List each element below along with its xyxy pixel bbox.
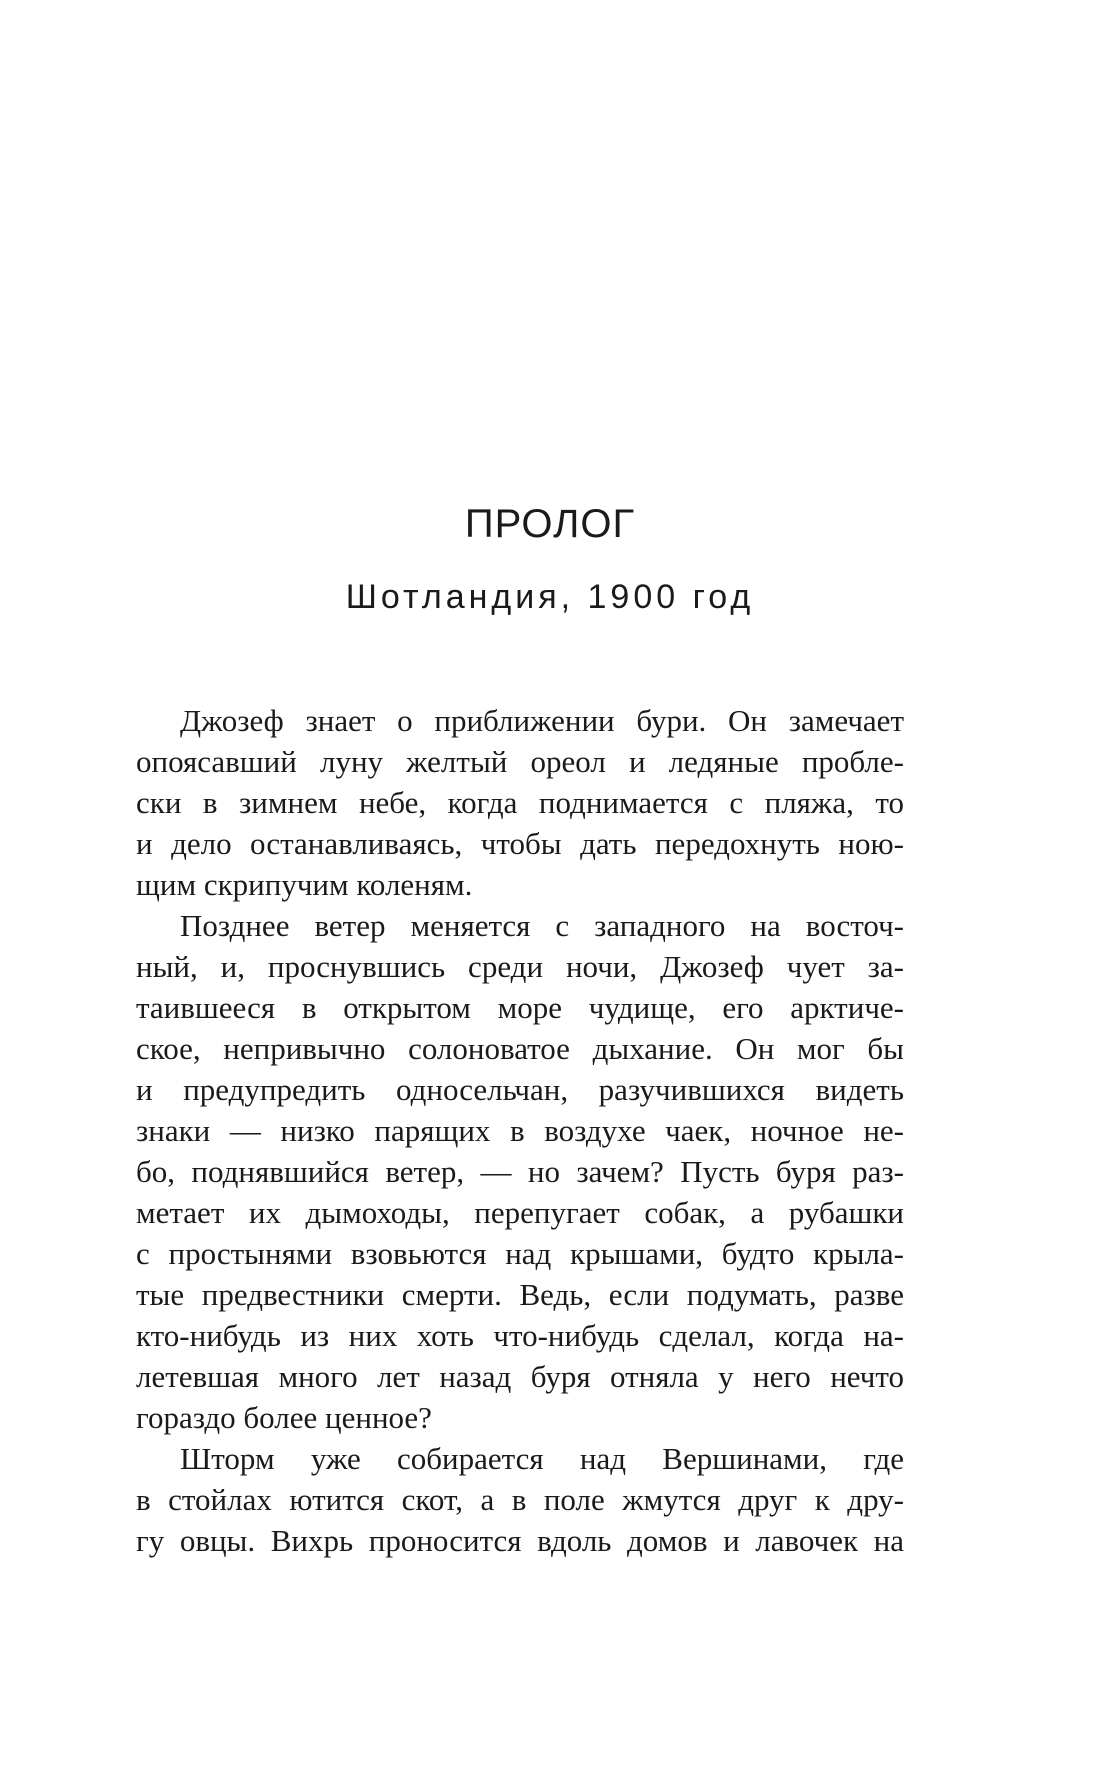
text-line: и дело останавливаясь, чтобы дать передохнуть ною- (136, 826, 904, 861)
text-line: гораздо более ценное? (136, 1400, 432, 1435)
text-line: метает их дымоходы, перепугает собак, а рубашки (136, 1195, 904, 1230)
text-line: ный, и, проснувшись среди ночи, Джозеф чует за- (136, 949, 904, 984)
text-line: Шторм уже собирается над Вершинами, где (180, 1441, 904, 1476)
text-line: с простынями взовьются над крышами, будто крыла- (136, 1236, 904, 1271)
text-line: знаки — низко парящих в воздухе чаек, ночное не- (136, 1113, 904, 1148)
text-line: щим скрипучим коленям. (136, 867, 473, 902)
text-line: тые предвестники смерти. Ведь, если подумать, разве (136, 1277, 904, 1312)
text-line: летевшая много лет назад буря отняла у него нечто (136, 1359, 904, 1394)
paragraph (136, 700, 904, 905)
text-line: Джозеф знает о приближении бури. Он замечает (180, 703, 904, 738)
text-line: Позднее ветер меняется с западного на восточ- (180, 908, 904, 943)
chapter-subtitle: Шотландия, 1900 год (345, 578, 755, 616)
text-line: гу овцы. Вихрь проносится вдоль домов и лавочек на (136, 1523, 904, 1558)
text-line: кто-нибудь из них хоть что-нибудь сделал, когда на- (136, 1318, 904, 1353)
text-line: и предупредить односельчан, разучившихся видеть (136, 1072, 904, 1107)
paragraph (136, 905, 904, 1438)
chapter-title: ПРОЛОГ (464, 502, 636, 546)
paragraph (136, 1438, 904, 1561)
text-line: бо, поднявшийся ветер, — но зачем? Пусть буря раз- (136, 1154, 904, 1189)
text-line: таившееся в открытом море чудище, его арктиче- (136, 990, 904, 1025)
text-line: опоясавший луну желтый ореол и ледяные пробле- (136, 744, 904, 779)
text-line: ски в зимнем небе, когда поднимается с пляжа, то (136, 785, 904, 820)
text-line: ское, непривычно солоноватое дыхание. Он мог бы (136, 1031, 904, 1066)
text-body (136, 700, 904, 1561)
text-line: в стойлах ютится скот, а в поле жмутся друг к дру- (136, 1482, 904, 1517)
